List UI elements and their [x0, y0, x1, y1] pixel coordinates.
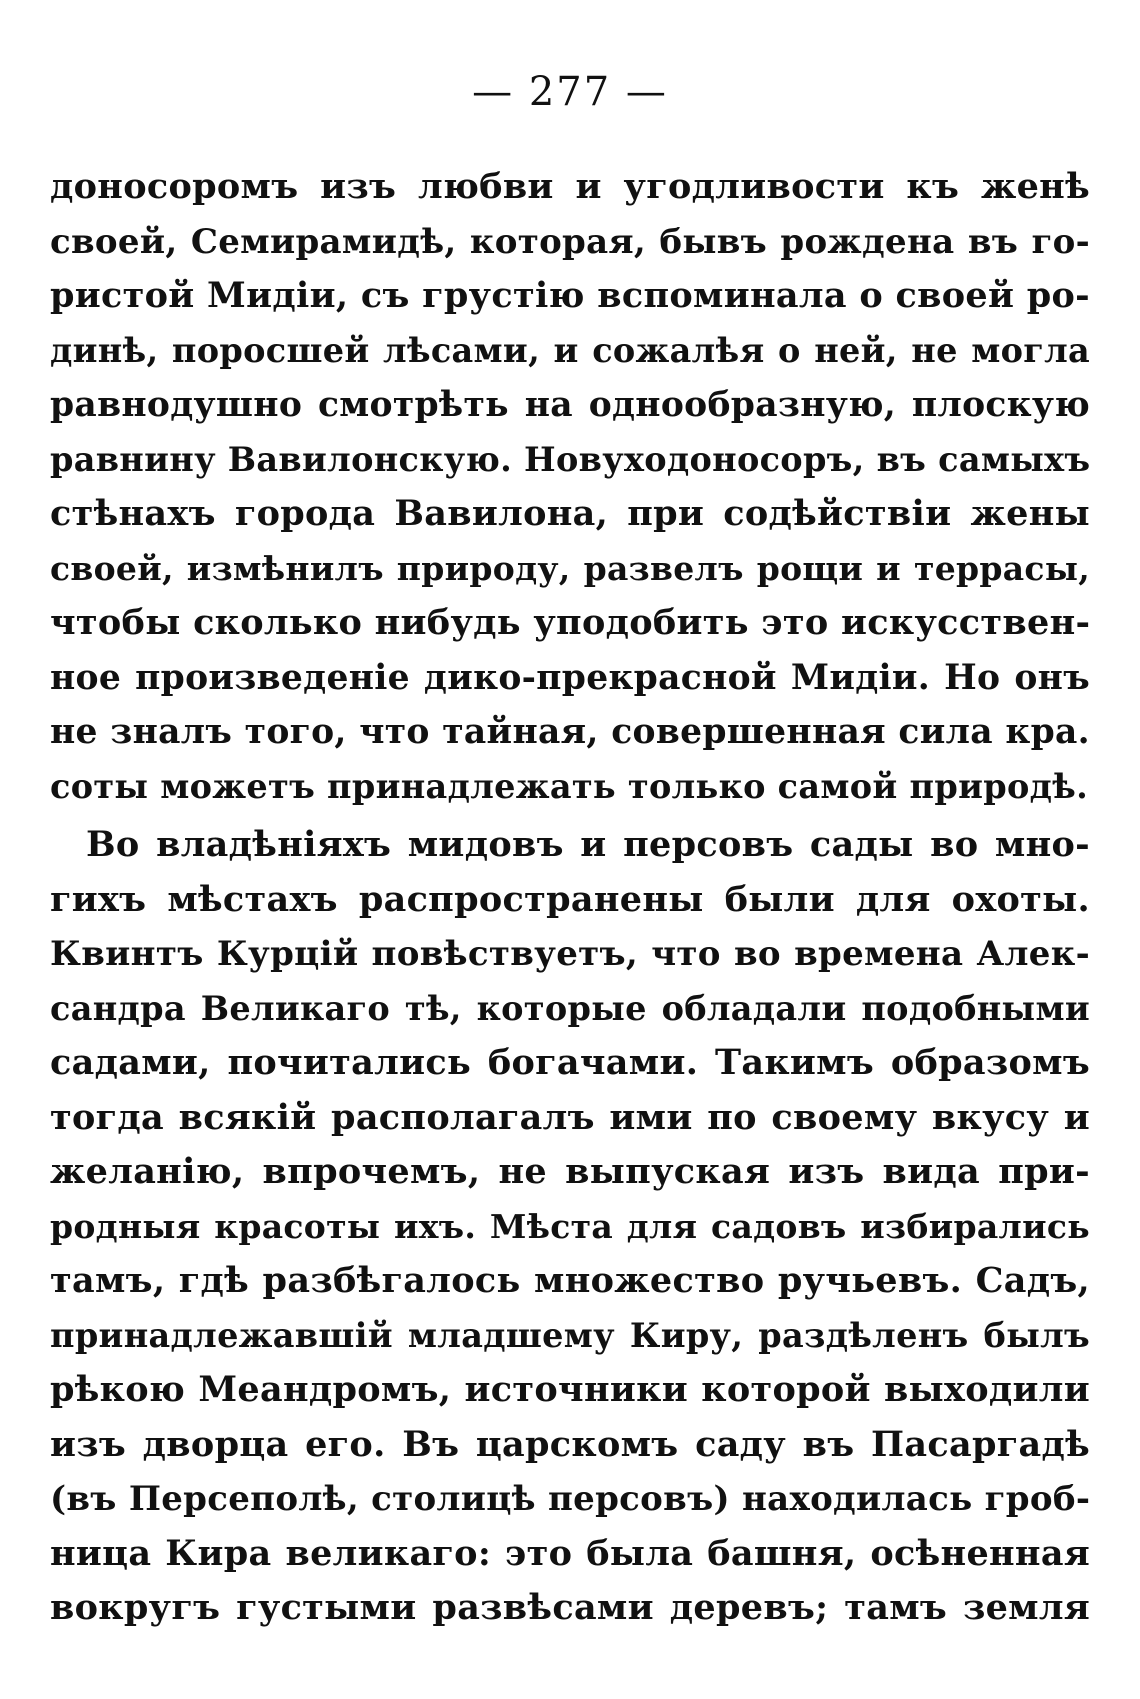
- text-line: Квинтъ Курцій повѣствуетъ, что во времена Алек-: [50, 934, 1090, 974]
- text-line: садами, почитались богачами. Такимъ образомъ: [50, 1042, 1090, 1083]
- text-line: ное произведеніе дико-прекрасной Мидіи. Но онъ: [50, 657, 1090, 698]
- text-line: тогда всякій располагалъ ими по своему вкусу и: [50, 1096, 1090, 1138]
- text-line: Во владѣніяхъ мидовъ и персовъ сады во мно-: [86, 824, 1090, 865]
- text-line: гихъ мѣстахъ распространены были для охоты.: [50, 878, 1090, 920]
- page-number: — 277 —: [472, 69, 668, 115]
- text-line: рѣкою Меандромъ, источники которой выходили: [50, 1369, 1090, 1410]
- text-line: тамъ, гдѣ разбѣгалось множество ручьевъ. Садъ,: [50, 1260, 1090, 1301]
- text-line: стѣнахъ города Вавилона, при содѣйствіи жены: [50, 493, 1090, 534]
- body-text: [50, 160, 1090, 1636]
- text-line: не зналъ того, что тайная, совершенная сила кра.: [50, 712, 1090, 752]
- text-line: динѣ, поросшей лѣсами, и сожалѣя о ней, не могла: [50, 330, 1090, 370]
- text-line: ристой Мидіи, съ грустію вспоминала о своей ро-: [50, 275, 1090, 316]
- text-line: сандра Великаго тѣ, которые обладали подобными: [50, 988, 1090, 1028]
- paragraph: [50, 160, 1090, 814]
- text-line: ница Кира великаго: это была башня, осѣненная: [50, 1532, 1090, 1574]
- text-line: родныя красоты ихъ. Мѣста для садовъ избирались: [50, 1206, 1090, 1246]
- paragraph: [50, 818, 1090, 1636]
- text-line: соты можетъ принадлежать только самой природѣ.: [50, 766, 1089, 806]
- text-line: вокругъ густыми развѣсами деревъ; тамъ земля: [50, 1587, 1090, 1628]
- text-line: принадлежавшій младшему Киру, раздѣленъ былъ: [50, 1315, 1090, 1355]
- text-line: своей, измѣнилъ природу, развелъ рощи и террасы,: [50, 548, 1090, 588]
- text-line: изъ дворца его. Въ царскомъ саду въ Пасаргадѣ: [50, 1423, 1090, 1465]
- text-line: (въ Персеполѣ, столицѣ персовъ) находилась гроб-: [50, 1479, 1091, 1519]
- text-line: своей, Семирамидѣ, которая, бывъ рождена въ го-: [50, 221, 1090, 262]
- text-line: чтобы сколько нибудь уподобить это искусствен-: [50, 602, 1091, 643]
- text-line: желанію, впрочемъ, не выпуская изъ вида при-: [50, 1151, 1090, 1192]
- text-line: равнодушно смотрѣть на однообразную, плоскую: [50, 385, 1090, 425]
- text-line: равнину Вавилонскую. Новуходоносоръ, въ самыхъ: [50, 439, 1091, 479]
- text-line: доносоромъ изъ любви и угодливости къ женѣ: [50, 166, 1090, 207]
